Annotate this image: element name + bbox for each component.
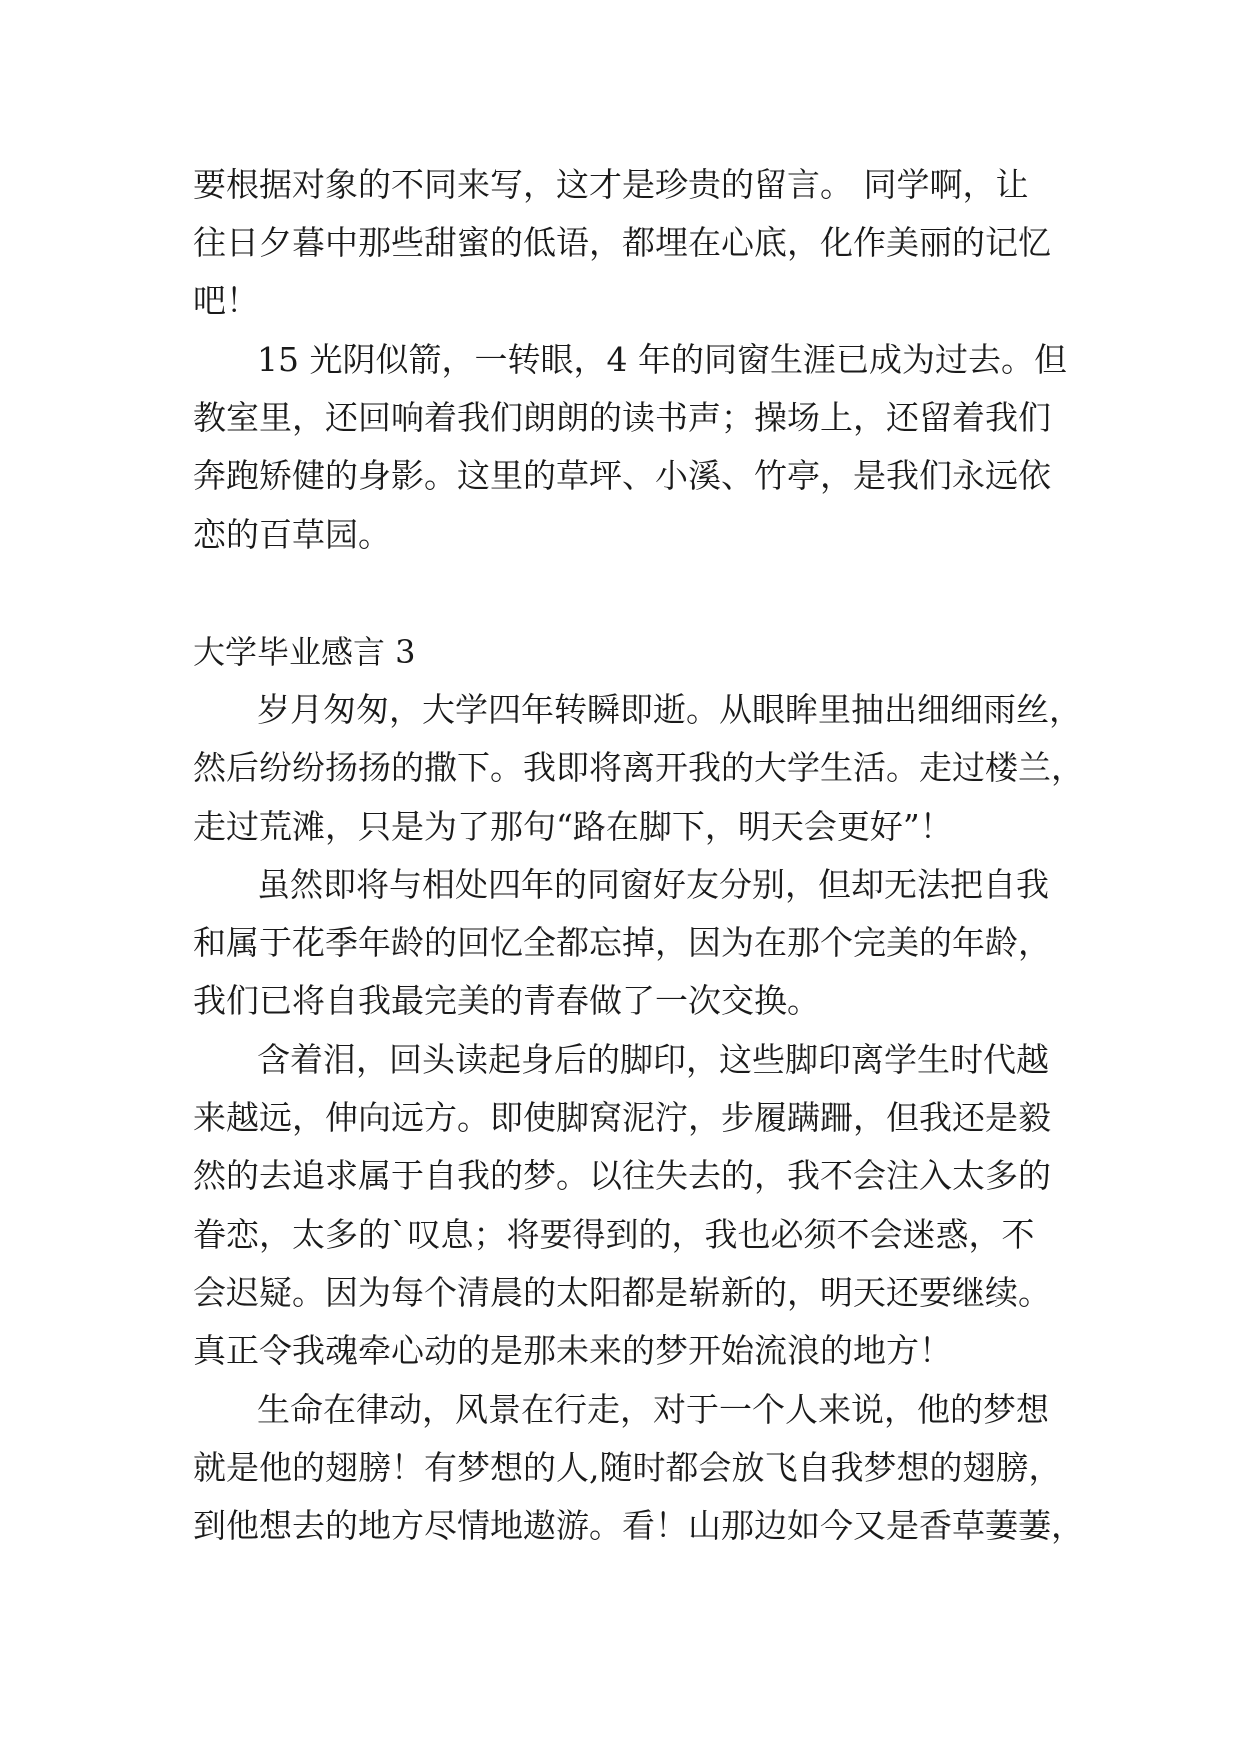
- text-line: 我们已将自我最完美的青春做了一次交换。: [193, 981, 820, 1020]
- section-title: 大学毕业感言 3: [193, 633, 416, 671]
- text-line: 往日夕暮中那些甜蜜的低语，都埋在心底，化作美丽的记忆: [193, 223, 1051, 262]
- text-line: 走过荒滩，只是为了那句“路在脚下，明天会更好”！: [193, 807, 953, 846]
- text-line: 和属于花季年龄的回忆全都忘掉，因为在那个完美的年龄，: [193, 923, 1051, 962]
- text-line: 奔跑矫健的身影。这里的草坪、小溪、竹亭，是我们永远依: [193, 456, 1051, 495]
- text-line: 吧！: [193, 281, 259, 320]
- text-line: 要根据对象的不同来写，这才是珍贵的留言。 同学啊，让: [193, 165, 1029, 204]
- text-line: 来越远，伸向远方。即使脚窝泥泞，步履蹒跚，但我还是毅: [193, 1098, 1051, 1137]
- text-line: 含着泪，回头读起身后的脚印，这些脚印离学生时代越: [257, 1040, 1049, 1079]
- text-line: 恋的百草园。: [193, 515, 391, 554]
- text-line: 就是他的翅膀！有梦想的人,随时都会放飞自我梦想的翅膀，: [193, 1448, 1062, 1487]
- text-line: 会迟疑。因为每个清晨的太阳都是崭新的，明天还要继续。: [193, 1273, 1051, 1312]
- text-line: 虽然即将与相处四年的同窗好友分别，但却无法把自我: [257, 865, 1049, 904]
- text-line: 然的去追求属于自我的梦。以往失去的，我不会注入太多的: [193, 1156, 1051, 1195]
- text-line: 真正令我魂牵心动的是那未来的梦开始流浪的地方！: [193, 1331, 952, 1370]
- text-line: 到他想去的地方尽情地遨游。看！山那边如今又是香草萋萋，: [193, 1506, 1084, 1545]
- text-line: 15 光阴似箭，一转眼，4 年的同窗生涯已成为过去。但: [257, 340, 1067, 379]
- text-line: 岁月匆匆，大学四年转瞬即逝。从眼眸里抽出细细雨丝，: [257, 690, 1082, 729]
- text-line: 教室里，还回响着我们朗朗的读书声；操场上，还留着我们: [193, 398, 1051, 437]
- text-line: 然后纷纷扬扬的撒下。我即将离开我的大学生活。走过楼兰，: [193, 748, 1084, 787]
- text-line: 生命在律动，风景在行走，对于一个人来说，他的梦想: [257, 1390, 1049, 1429]
- text-line: 眷恋，太多的`叹息；将要得到的，我也必须不会迷惑，不: [193, 1215, 1035, 1254]
